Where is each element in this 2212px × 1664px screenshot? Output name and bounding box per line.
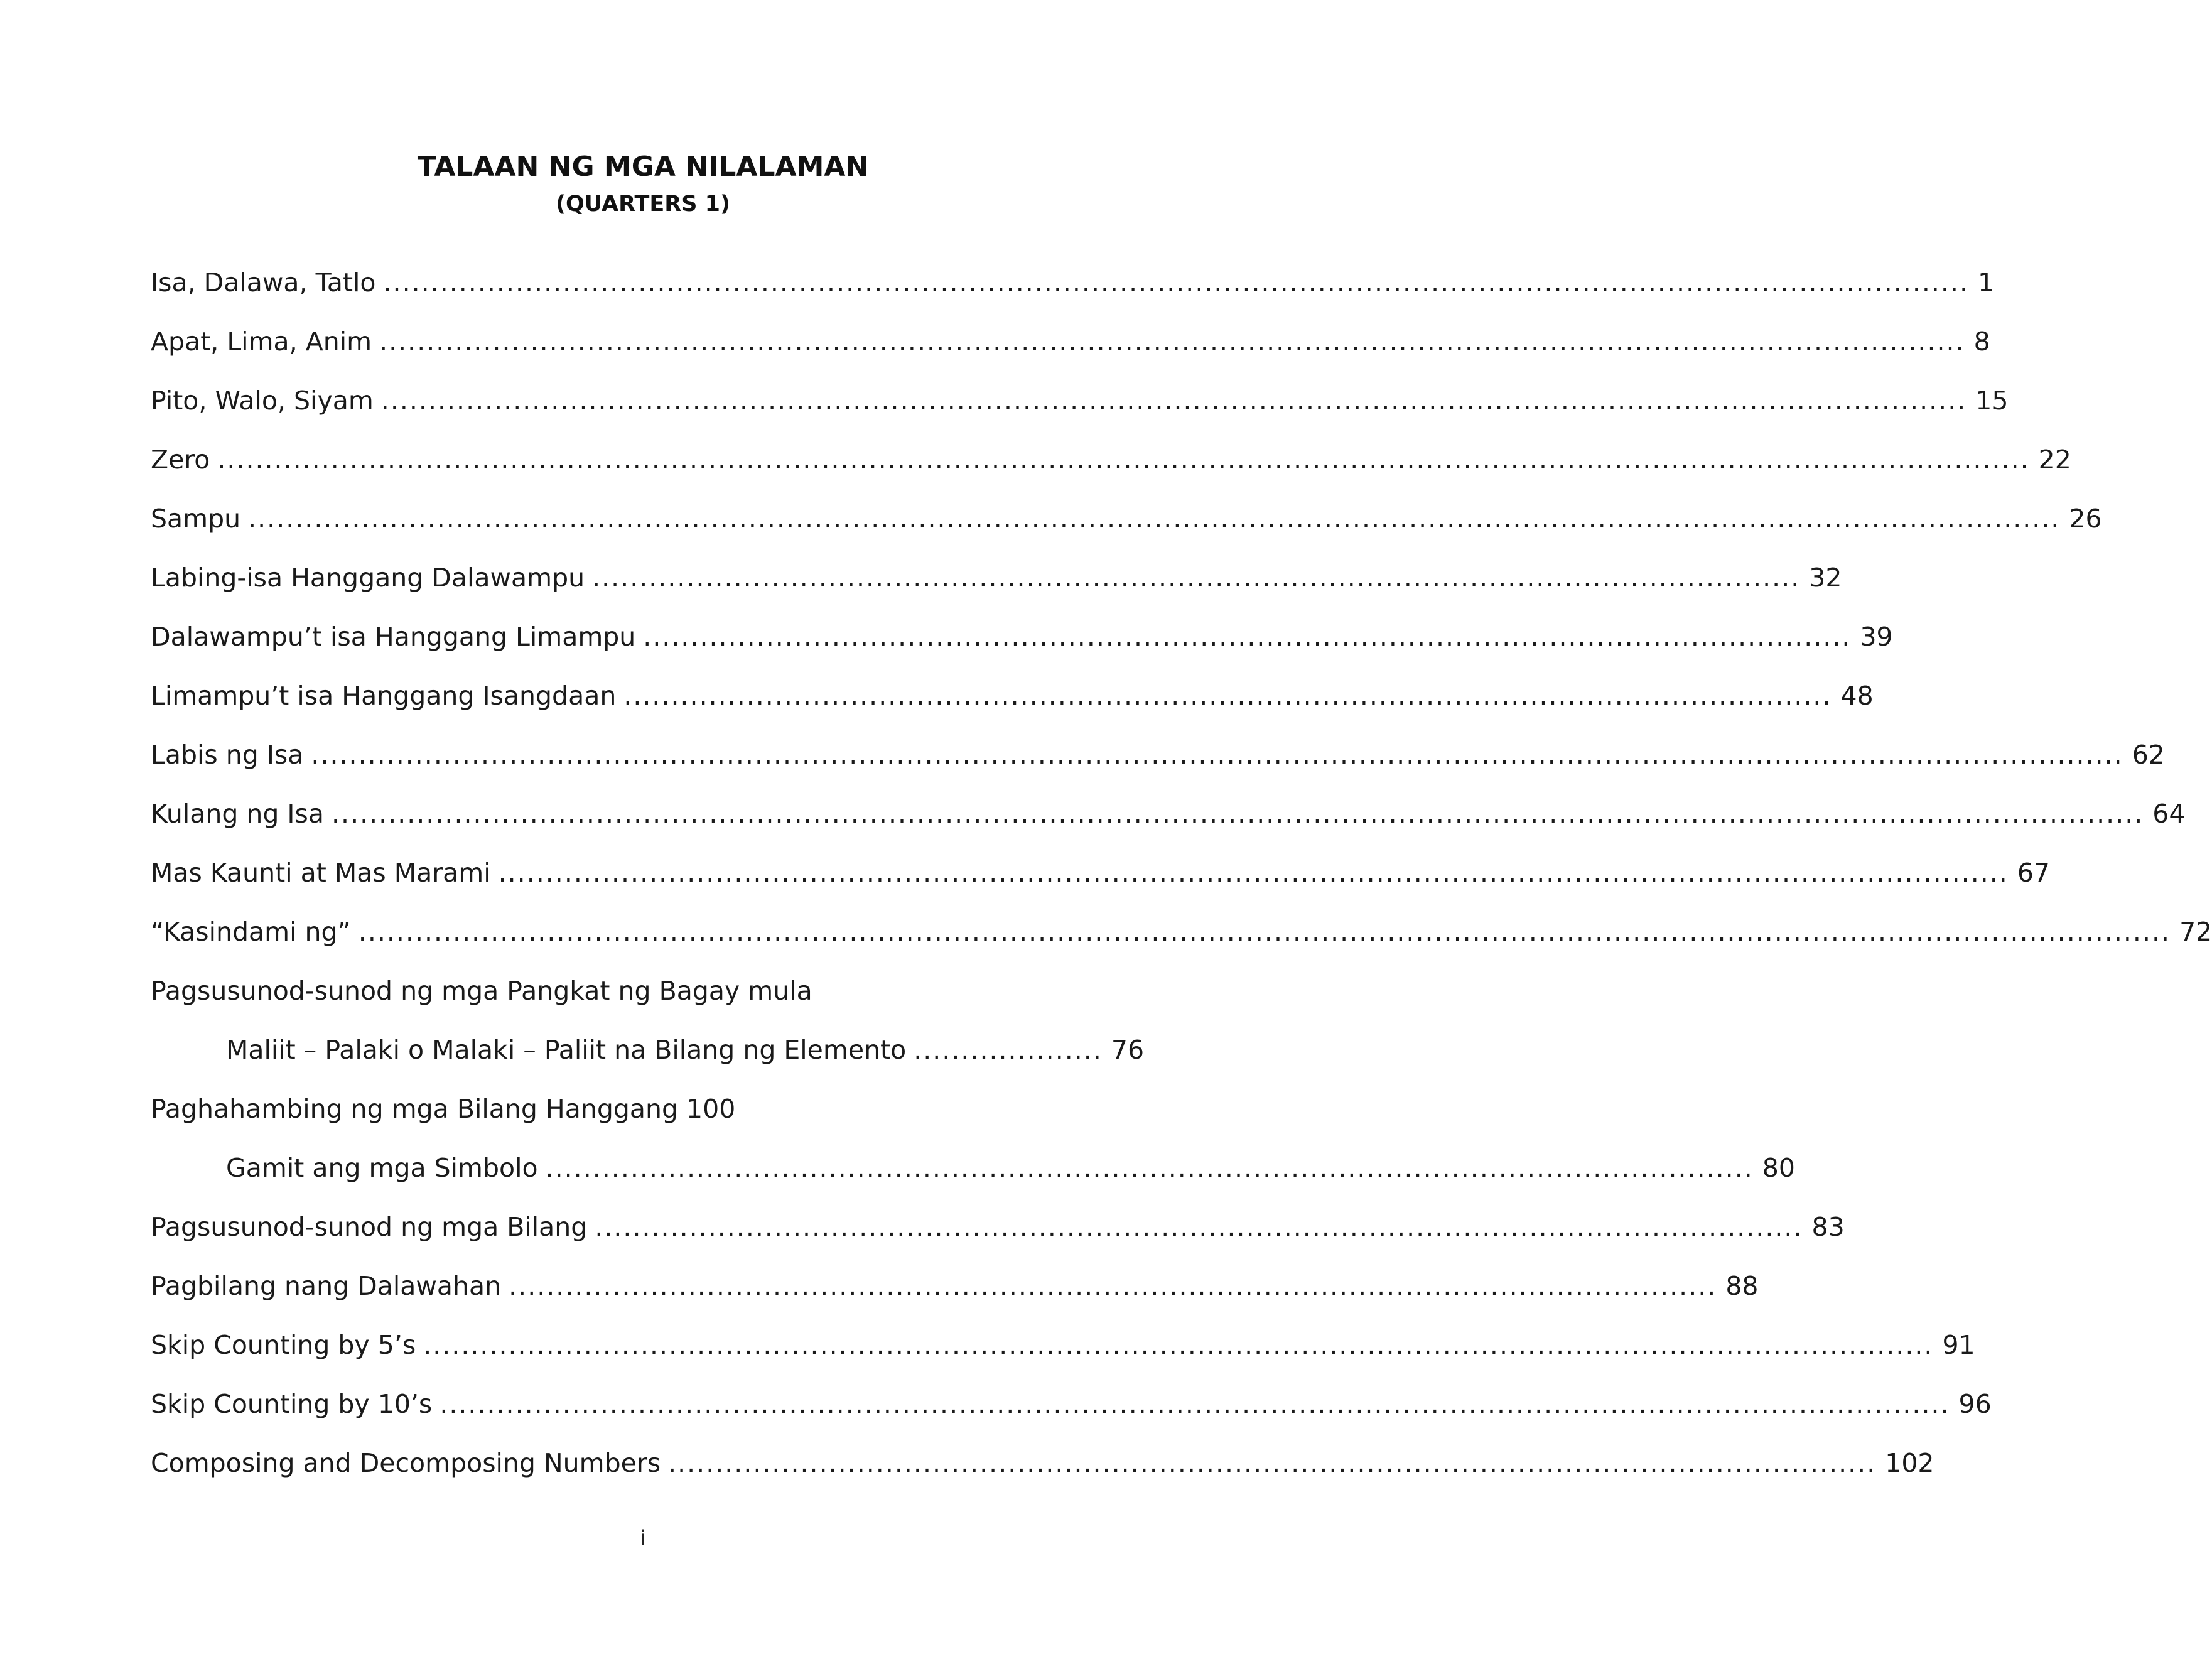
toc-leader-dots: ................................................................................................................................................................................................: [358, 917, 2171, 947]
toc-entry-label: Gamit ang mga Simbolo: [226, 1153, 538, 1183]
toc-entry-page: 72: [2179, 917, 2212, 947]
toc-leader-dots: ........................................................................................................................................................................: [379, 327, 1965, 357]
toc-entry-label: Maliit – Palaki o Malaki – Paliit na Bilang ng Elemento: [226, 1035, 907, 1065]
toc-entry-label: Skip Counting by 5’s: [151, 1330, 416, 1360]
toc-entry-page: 15: [1975, 386, 2009, 416]
toc-entry-label: Mas Kaunti at Mas Marami: [151, 858, 491, 888]
toc-leader-dots: ................................................................................................................................................................: [498, 858, 2009, 888]
toc-entry[interactable]: [151, 1326, 1975, 1364]
toc-entry[interactable]: [151, 500, 2102, 538]
toc-entry-label: Sampu: [151, 504, 241, 534]
toc-entry[interactable]: [151, 441, 2071, 478]
page-subtitle: (QUARTERS 1): [555, 192, 731, 217]
toc-leader-dots: ................................................................................................................................: [643, 622, 1852, 652]
toc-entry-label: Composing and Decomposing Numbers: [151, 1448, 661, 1478]
toc-entry-page: 91: [1942, 1330, 1975, 1360]
toc-entry[interactable]: [151, 559, 1842, 597]
toc-entry[interactable]: [151, 1444, 1934, 1482]
toc-entry-page: 62: [2132, 740, 2165, 770]
toc-entry[interactable]: [151, 854, 2050, 892]
toc-entry-page: 83: [1811, 1212, 1845, 1242]
toc-entry[interactable]: [151, 382, 2009, 419]
toc-entry-page: 26: [2069, 504, 2102, 534]
toc-entry[interactable]: [151, 618, 1893, 656]
toc-leader-dots: ................................................................................................................................................................: [423, 1330, 1934, 1360]
toc-entry-page: 67: [2017, 858, 2050, 888]
toc-entry[interactable]: [151, 1267, 1759, 1305]
toc-entry-label: Limampu’t isa Hanggang Isangdaan: [151, 681, 617, 711]
toc-entry-page: 22: [2038, 445, 2071, 475]
toc-entry-page: 80: [1762, 1153, 1795, 1183]
toc-entry[interactable]: [151, 1208, 1845, 1246]
toc-leader-dots: ....................: [914, 1035, 1103, 1065]
toc-entry-label: Isa, Dalawa, Tatlo: [151, 267, 376, 298]
toc-entry-label: Pagsusunod-sunod ng mga Pangkat ng Bagay mula: [151, 976, 812, 1006]
toc-leader-dots: ................................................................................................................................: [623, 681, 1832, 711]
toc-entry[interactable]: [151, 736, 2165, 774]
toc-leader-dots: ................................................................................................................................................................................................: [311, 740, 2123, 770]
toc-entry-label: Pagbilang nang Dalawahan: [151, 1271, 502, 1301]
toc-leader-dots: ................................................................................................................................................................................................: [332, 799, 2144, 829]
toc-leader-dots: ................................................................................................................................: [668, 1448, 1877, 1478]
toc-entry[interactable]: [151, 264, 1995, 301]
toc-entry-label: Labis ng Isa: [151, 740, 304, 770]
toc-entry-page: 32: [1809, 563, 1842, 593]
toc-entry[interactable]: [151, 795, 2186, 833]
toc-entry-label: “Kasindami ng”: [151, 917, 351, 947]
toc-leader-dots: ................................................................................................................................: [509, 1271, 1717, 1301]
toc-leader-dots: ........................................................................................................................................................................: [383, 267, 1970, 298]
toc-leader-dots: ................................................................................................................................................................: [440, 1389, 1950, 1419]
toc-entry-heading[interactable]: [151, 1090, 998, 1128]
toc-entry-continuation[interactable]: [226, 1149, 1795, 1187]
toc-entry-label: Pito, Walo, Siyam: [151, 386, 374, 416]
toc-entry-page: 88: [1725, 1271, 1759, 1301]
toc-entry-label: Pagsusunod-sunod ng mga Bilang: [151, 1212, 588, 1242]
toc-entry[interactable]: [151, 323, 1990, 360]
toc-entry-label: Paghahambing ng mga Bilang Hanggang 100: [151, 1094, 736, 1124]
page-title: TALAAN NG MGA NILALAMAN: [417, 151, 869, 183]
toc-entry-page: 48: [1840, 681, 1874, 711]
toc-entry-page: 64: [2152, 799, 2186, 829]
toc-entry-page: 39: [1860, 622, 1893, 652]
toc-entry-heading[interactable]: [151, 972, 998, 1010]
toc-entry-page: 8: [1973, 327, 1990, 357]
toc-leader-dots: ................................................................................................................................: [545, 1153, 1754, 1183]
toc-leader-dots: ........................................................................................................................................................................: [380, 386, 1967, 416]
toc-entry-page: 76: [1111, 1035, 1145, 1065]
toc-entry[interactable]: [151, 1385, 1992, 1423]
toc-leader-dots: ................................................................................................................................................................................................: [248, 504, 2061, 534]
toc-entry-continuation[interactable]: [226, 1031, 1145, 1069]
toc-leader-dots: ................................................................................................................................................................................................: [217, 445, 2030, 475]
toc-leader-dots: ................................................................................................................................: [592, 563, 1801, 593]
toc-entry[interactable]: [151, 677, 1874, 715]
toc-entry-page: 102: [1885, 1448, 1934, 1478]
toc-entry-label: Apat, Lima, Anim: [151, 327, 372, 357]
page-number: i: [640, 1526, 646, 1550]
toc-entry-page: 1: [1978, 267, 1995, 298]
toc-entry[interactable]: [151, 913, 2212, 951]
toc-leader-dots: ................................................................................................................................: [595, 1212, 1803, 1242]
toc-entry-page: 96: [1958, 1389, 1992, 1419]
toc-entry-label: Skip Counting by 10’s: [151, 1389, 433, 1419]
toc-entry-label: Kulang ng Isa: [151, 799, 325, 829]
toc-entry-label: Dalawampu’t isa Hanggang Limampu: [151, 622, 636, 652]
toc-entry-label: Labing-isa Hanggang Dalawampu: [151, 563, 585, 593]
toc-entry-label: Zero: [151, 445, 210, 475]
